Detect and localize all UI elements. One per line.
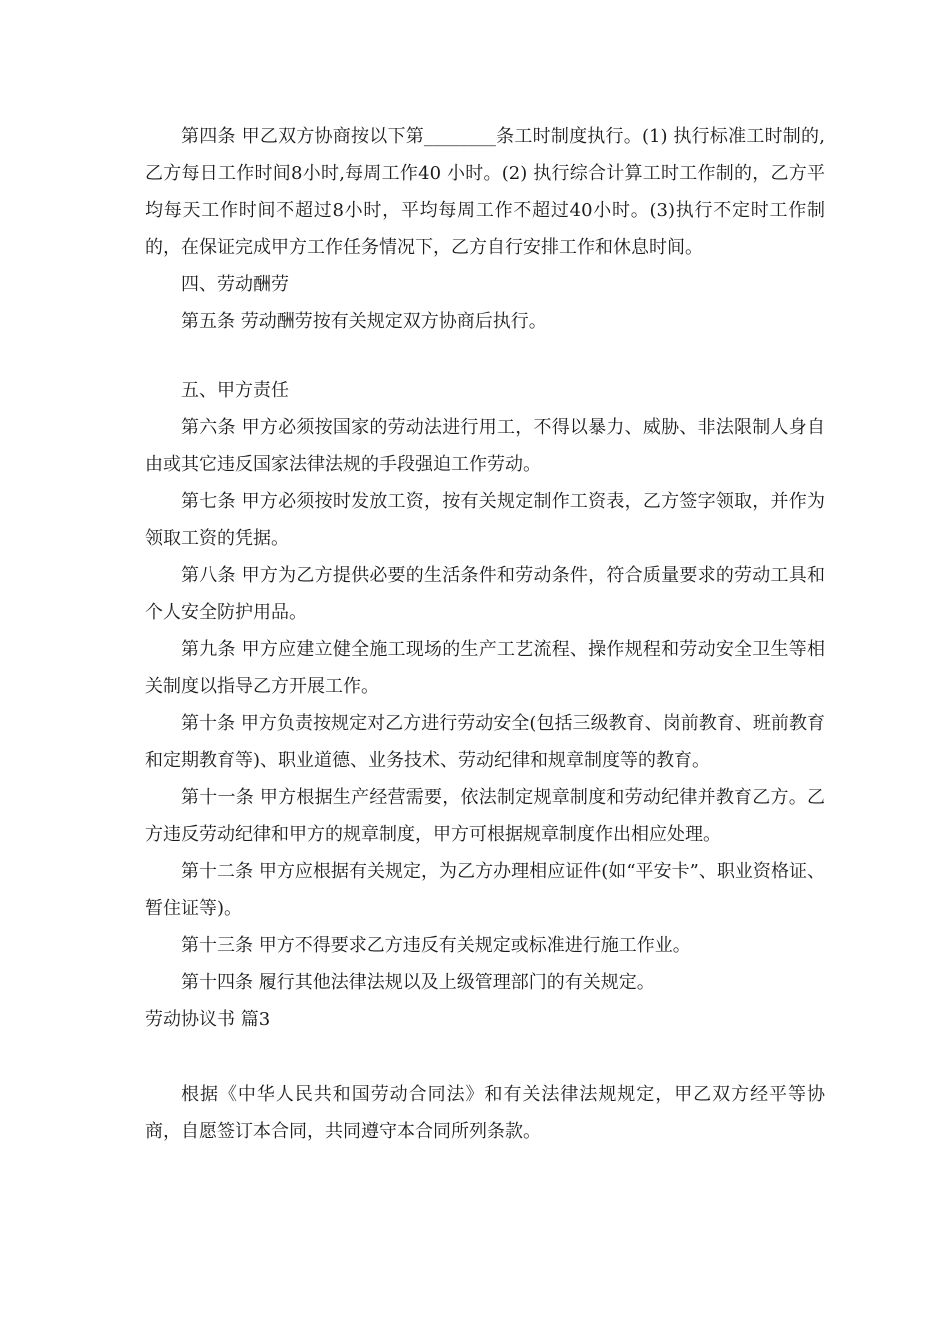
article-10-paragraph: 第十条 甲方负责按规定对乙方进行劳动安全(包括三级教育、岗前教育、班前教育和定期教育等)、职业道德、业务技术、劳动纪律和规章制度等的教育。 (145, 713, 825, 771)
section-5-heading: 五、甲方责任 (181, 380, 289, 401)
article-14-paragraph: 第十四条 履行其他法律法规以及上级管理部门的有关规定。 (181, 972, 655, 993)
blank-line (145, 340, 825, 372)
article-11-paragraph: 第十一条 甲方根据生产经营需要，依法制定规章制度和劳动纪律并教育乙方。乙方违反劳动纪律和甲方的规章制度，甲方可根据规章制度作出相应处理。 (145, 787, 825, 845)
article-12-paragraph: 第十二条 甲方应根据有关规定，为乙方办理相应证件(如“平安卡”、职业资格证、暂住证等)。 (145, 861, 825, 919)
article-8-paragraph: 第八条 甲方为乙方提供必要的生活条件和劳动条件，符合质量要求的劳动工具和个人安全防护用品。 (145, 565, 825, 623)
article-6-paragraph: 第六条 甲方必须按国家的劳动法进行用工，不得以暴力、威胁、非法限制人身自由或其它违反国家法律法规的手段强迫工作劳动。 (145, 417, 825, 475)
article-9-paragraph: 第九条 甲方应建立健全施工现场的生产工艺流程、操作规程和劳动安全卫生等相关制度以指导乙方开展工作。 (145, 639, 825, 697)
article-5-paragraph: 第五条 劳动酬劳按有关规定双方协商后执行。 (181, 311, 547, 332)
document-body (145, 118, 825, 1150)
document-3-title: 劳动协议书 篇3 (145, 1009, 271, 1030)
article-4-paragraph: 第四条 甲乙双方协商按以下第________条工时制度执行。(1) 执行标准工时制的,乙方每日工作时间8小时,每周工作40 小时。(2) 执行综合计算工时工作制的，乙方平均每天工作时间不超过8小时，平均每周工作不超过40小时。(3)执行不定时工作制的，在保证完成甲方工作任务情况下，乙方自行安排工作和休息时间。 (145, 126, 825, 258)
document-3-intro-paragraph: 根据《中华人民共和国劳动合同法》和有关法律法规规定，甲乙双方经平等协商，自愿签订本合同，共同遵守本合同所列条款。 (145, 1084, 825, 1142)
section-4-heading: 四、劳动酬劳 (181, 274, 289, 295)
article-7-paragraph: 第七条 甲方必须按时发放工资，按有关规定制作工资表，乙方签字领取，并作为领取工资的凭据。 (145, 491, 825, 549)
blank-line (145, 1038, 825, 1076)
article-13-paragraph: 第十三条 甲方不得要求乙方违反有关规定或标准进行施工作业。 (181, 935, 691, 956)
